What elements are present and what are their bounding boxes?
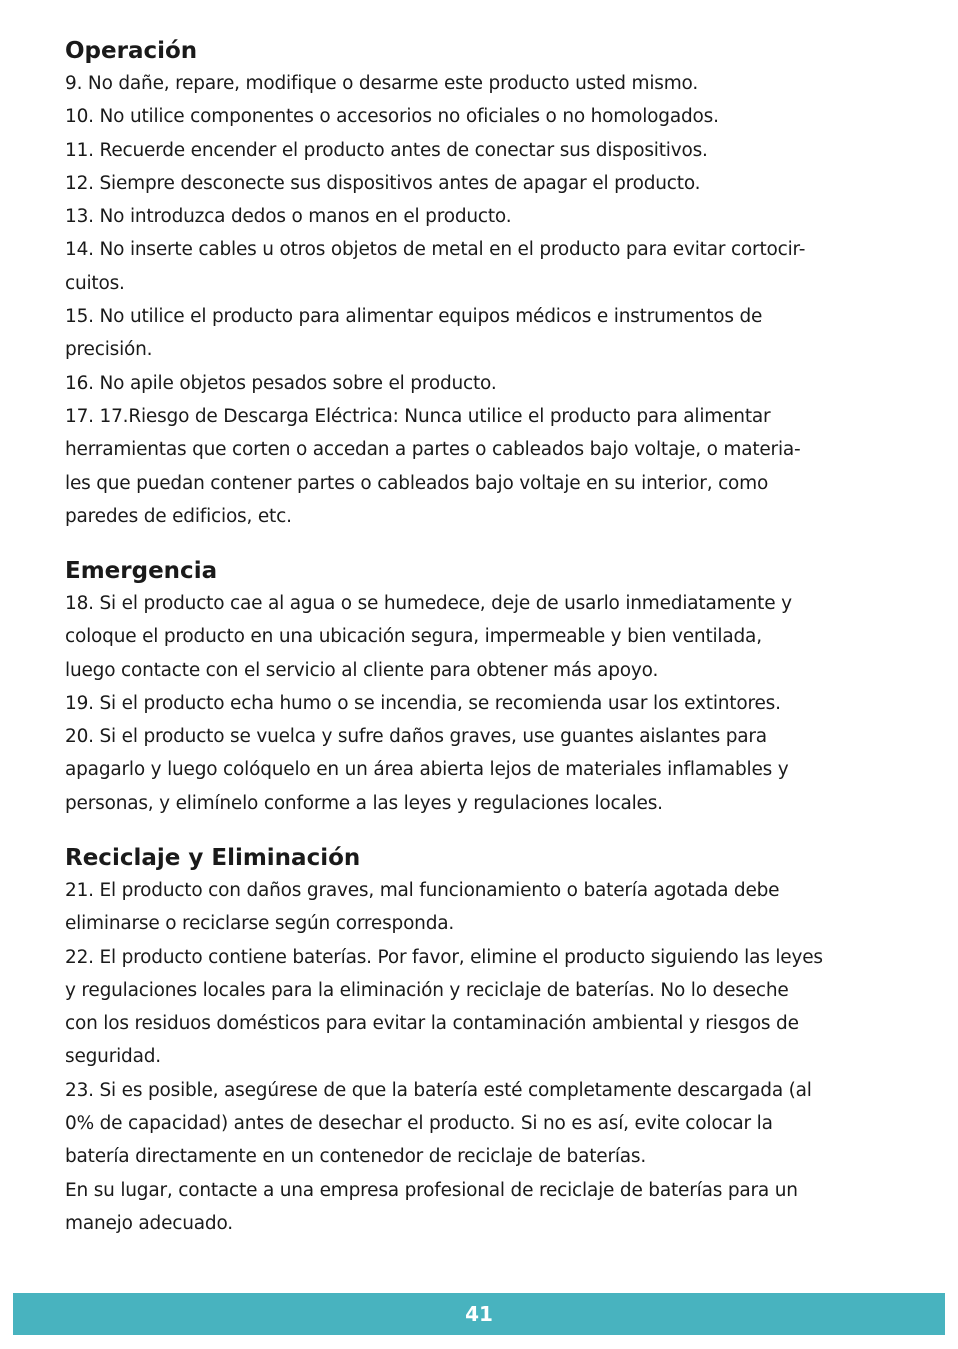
text-line: 13. No introduzca dedos o manos en el producto. <box>65 206 512 228</box>
section-title: Reciclaje y Eliminación <box>65 845 361 871</box>
text-line: 19. Si el producto echa humo o se incendia, se recomienda usar los extintores. <box>65 692 781 714</box>
section-title: Operación <box>65 38 198 64</box>
section-reciclaje <box>65 844 895 1240</box>
text-line: 11. Recuerde encender el producto antes de conectar sus dispositivos. <box>65 139 708 161</box>
text-line: manejo adecuado. <box>65 1212 233 1234</box>
text-line: En su lugar, contacte a una empresa profesional de reciclaje de baterías para un <box>65 1179 798 1201</box>
text-line: 15. No utilice el producto para alimentar equipos médicos e instrumentos de <box>65 306 763 328</box>
text-line: personas, y elimínelo conforme a las leyes y regulaciones locales. <box>65 792 663 814</box>
text-line: 10. No utilice componentes o accesorios no oficiales o no homologados. <box>65 106 719 128</box>
text-line: 21. El producto con daños graves, mal funcionamiento o batería agotada debe <box>65 880 780 901</box>
text-line: con los residuos domésticos para evitar la contaminación ambiental y riesgos de <box>65 1013 799 1035</box>
text-line: luego contacte con el servicio al cliente para obtener más apoyo. <box>65 659 659 681</box>
text-line: les que puedan contener partes o cableados bajo voltaje en su interior, como <box>65 472 769 494</box>
text-line: 9. No dañe, repare, modifique o desarme este producto usted mismo. <box>65 73 698 94</box>
text-line: seguridad. <box>65 1046 161 1068</box>
text-line: eliminarse o reciclarse según corresponda. <box>65 913 455 935</box>
text-line: paredes de edificios, etc. <box>65 505 292 527</box>
section-operacion <box>65 37 895 533</box>
text-line: 14. No inserte cables u otros objetos de metal en el producto para evitar cortocir- <box>65 239 806 261</box>
text-line: 12. Siempre desconecte sus dispositivos antes de apagar el producto. <box>65 172 701 194</box>
text-line: 0% de capacidad) antes de desechar el producto. Si no es así, evite colocar la <box>65 1113 773 1135</box>
footer-bar <box>13 1293 945 1335</box>
text-line: 23. Si es posible, asegúrese de que la batería esté completamente descargada (al <box>65 1079 812 1101</box>
text-line: y regulaciones locales para la eliminación y reciclaje de baterías. No lo deseche <box>65 979 789 1001</box>
text-line: precisión. <box>65 339 153 361</box>
text-line: 18. Si el producto cae al agua o se humedece, deje de usarlo inmediatamente y <box>65 593 792 614</box>
text-line: 16. No apile objetos pesados sobre el producto. <box>65 372 497 394</box>
text-line: 20. Si el producto se vuelca y sufre daños graves, use guantes aislantes para <box>65 726 767 748</box>
text-line: apagarlo y luego colóquelo en un área abierta lejos de materiales inflamables y <box>65 759 789 781</box>
text-line: batería directamente en un contenedor de reciclaje de baterías. <box>65 1146 647 1168</box>
text-line: cuitos. <box>65 272 125 294</box>
text-line: 22. El producto contiene baterías. Por favor, elimine el producto siguiendo las leyes <box>65 946 823 968</box>
text-line: 17. 17.Riesgo de Descarga Eléctrica: Nunca utilice el producto para alimentar <box>65 405 771 427</box>
page-number: 41 <box>465 1302 493 1326</box>
section-emergencia <box>65 557 895 820</box>
section-title: Emergencia <box>65 558 218 584</box>
text-line: coloque el producto en una ubicación segura, impermeable y bien ventilada, <box>65 626 762 648</box>
text-line: herramientas que corten o accedan a partes o cableados bajo voltaje, o materia- <box>65 439 801 461</box>
